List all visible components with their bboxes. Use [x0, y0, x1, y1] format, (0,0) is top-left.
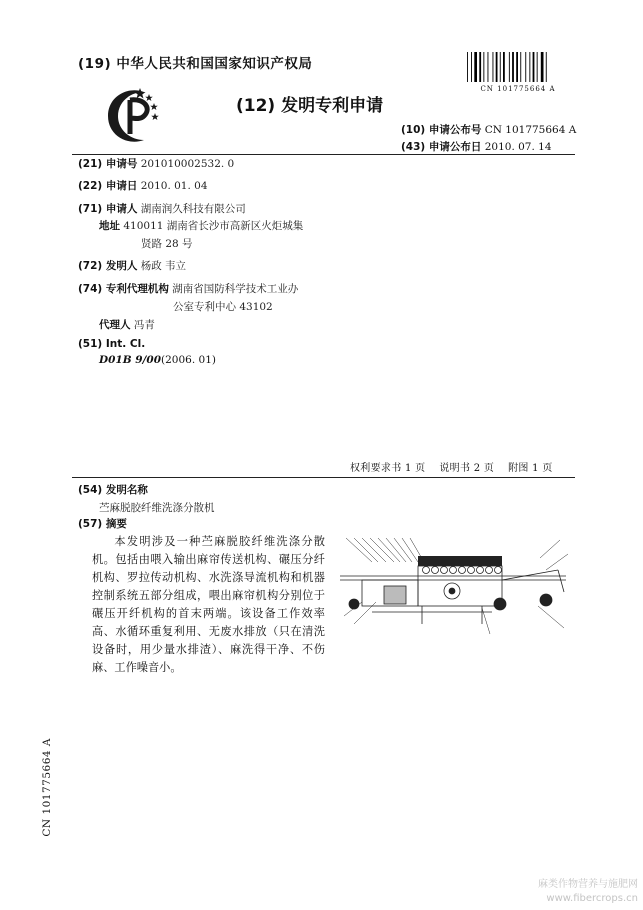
ipc-classification	[99, 354, 216, 366]
inventor-value: 杨政 韦立	[140, 260, 187, 272]
filing-date-label: (22) 申请日	[78, 180, 138, 192]
publication-number-value: CN 101775664 A	[484, 124, 577, 136]
machine-drawing	[332, 536, 574, 636]
publication-date-row	[401, 139, 552, 154]
address-label: 地址	[99, 220, 120, 232]
side-publication-code: CN 101775664 A	[41, 738, 53, 837]
applicant-value: 湖南润久科技有限公司	[140, 203, 246, 215]
publication-number-label: (10) 申请公布号	[401, 124, 482, 136]
invention-title: 苎麻脱胶纤维洗涤分散机	[99, 502, 215, 514]
office-header	[78, 52, 312, 72]
address-line-1: 410011 湖南省长沙市高新区火炬城集	[123, 220, 304, 232]
roller-row	[423, 567, 502, 574]
barcode-number: CN 101775664 A	[480, 85, 556, 93]
filing-date-value: 2010. 01. 04	[140, 180, 208, 192]
watermark-line-2: www.fibercrops.cn	[546, 893, 638, 904]
doc-type-code: (12)	[236, 96, 276, 116]
abstract-paragraph: 本发明涉及一种苎麻脱胶纤维洗涤分散机。包括由喂入输出麻帘传送机构、碾压分纤机构、罗拉传动机构、水洗涤导流机构和机器控制系统五部分组成，喂出麻帘机构分别位于碾压开纤机构的首末两端。该设备工作效率高、水循环重复利用、无废水排放（只在清洗设备时，用少量水排渣）、麻洗得干净、不伤麻、工作噪音小。	[92, 535, 325, 674]
divider-bottom	[72, 477, 575, 478]
ipc-label: (51) Int. Cl.	[78, 338, 146, 350]
publication-date-label: (43) 申请公布日	[401, 141, 482, 153]
leader-lines	[344, 538, 568, 634]
office-name: 中华人民共和国国家知识产权局	[116, 56, 313, 72]
description-pages: 说明书 2 页	[439, 463, 495, 474]
document-type	[236, 91, 383, 116]
ipc-version: (2006. 01)	[161, 354, 216, 366]
watermark-line-1: 麻类作物营养与施肥网	[538, 879, 638, 890]
address-row	[99, 219, 303, 234]
ipc-label-row	[78, 337, 145, 352]
divider-top	[72, 154, 575, 155]
drawing-pages: 附图 1 页	[508, 463, 553, 474]
agent-label: 代理人	[99, 319, 131, 331]
applicant-label: (71) 申请人	[78, 203, 138, 215]
invention-title-label: (54) 发明名称	[78, 484, 148, 496]
address-line-2: 贤路 28 号	[141, 238, 193, 250]
page-counts	[350, 459, 553, 474]
filing-date-row	[78, 179, 208, 194]
applicant-row	[78, 202, 246, 217]
agency-label: (74) 专利代理机构	[78, 283, 169, 295]
application-number-label: (21) 申请号	[78, 158, 138, 170]
barcode-image	[467, 52, 567, 82]
inventor-label: (72) 发明人	[78, 260, 138, 272]
inventor-row	[78, 259, 186, 274]
agency-line-2: 公室专利中心 43102	[173, 301, 273, 313]
abstract-body	[92, 533, 325, 677]
abstract-label: (57) 摘要	[78, 518, 127, 530]
publication-date-value: 2010. 07. 14	[484, 141, 552, 153]
agent-value: 冯青	[133, 319, 155, 331]
claims-pages: 权利要求书 1 页	[350, 463, 426, 474]
office-code: (19)	[78, 56, 112, 72]
sipo-logo-icon	[100, 82, 164, 146]
publication-number-row	[401, 122, 576, 137]
agency-line-1: 湖南省国防科学技术工业办	[172, 283, 299, 295]
site-watermark	[520, 878, 638, 906]
ipc-class: D01B 9/00	[99, 354, 162, 366]
agency-row	[78, 282, 298, 297]
agent-row	[99, 318, 155, 333]
doc-type-name: 发明专利申请	[281, 96, 384, 116]
application-number-row	[78, 157, 234, 172]
application-number-value: 201010002532. 0	[140, 158, 235, 170]
